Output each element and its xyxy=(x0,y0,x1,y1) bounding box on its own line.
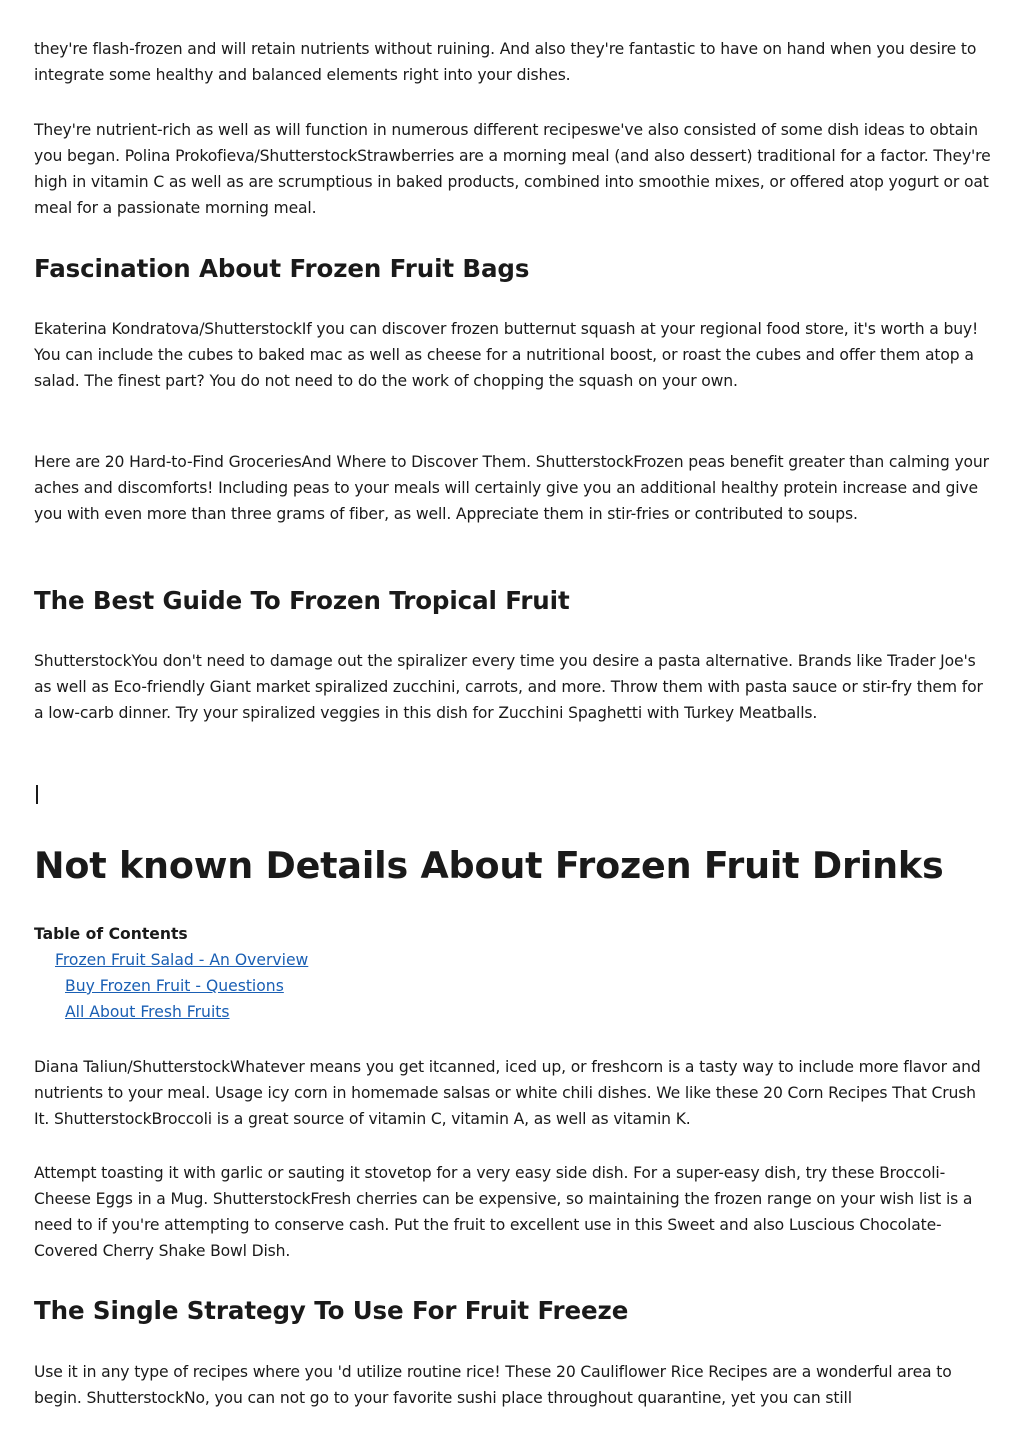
toc-link-buy-frozen-fruit[interactable]: Buy Frozen Fruit - Questions xyxy=(65,977,284,995)
paragraph-intro-2: They're nutrient-rich as well as will function in numerous different recipeswe've also consisted of some dish ideas to obtain you began. Polina Prokofieva/ShutterstockStrawberries are a morning meal (and also dessert) traditional for a factor. They're high in vitamin C as well as are scrumptious in baked products, combined into smoothie mixes, or offered atop yogurt or oat meal for a passionate morning meal. xyxy=(34,121,991,217)
toc-link-fresh-fruits[interactable]: All About Fresh Fruits xyxy=(65,1003,230,1021)
paragraph-fascination-1: Ekaterina Kondratova/ShutterstockIf you can discover frozen butternut squash at your regional food store, it's worth a buy! You can include the cubes to baked mac as well as cheese for a nutritional boost, or roast the cubes and offer them atop a salad. The finest part? You do not need to do the work of chopping the squash on your own. xyxy=(34,320,979,390)
toc-title: Table of Contents xyxy=(34,925,188,943)
paragraph-single-1: Use it in any type of recipes where you 'd utilize routine rice! These 20 Cauliflower Rice Recipes are a wonderful area to begin. ShutterstockNo, you can not go to your favorite sushi place throughout quarantine, yet you can still xyxy=(34,1363,952,1407)
paragraph-intro-1: they're flash-frozen and will retain nutrients without ruining. And also they're fantastic to have on hand when you desire to integrate some healthy and balanced elements right into your dishes. xyxy=(34,40,977,84)
heading-fascination: Fascination About Frozen Fruit Bags xyxy=(34,254,530,283)
toc-link-frozen-fruit-salad[interactable]: Frozen Fruit Salad - An Overview xyxy=(55,951,309,969)
text-cursor-bar xyxy=(36,785,38,804)
heading-single-strategy: The Single Strategy To Use For Fruit Freeze xyxy=(34,1296,629,1325)
paragraph-guide-1: ShutterstockYou don't need to damage out the spiralizer every time you desire a pasta alternative. Brands like Trader Joe's as well as Eco-friendly Giant market spiralized zucchini, carrots, and more. Throw them with pasta sauce or stir-fry them for a low-carb dinner. Try your spiralized veggies in this dish for Zucchini Spaghetti with Turkey Meatballs. xyxy=(34,652,983,722)
paragraph-fascination-2: Here are 20 Hard-to-Find GroceriesAnd Where to Discover Them. ShutterstockFrozen peas benefit greater than calming your aches and discomforts! Including peas to your meals will certainly give you an additional healthy protein increase and give you with even more than three grams of fiber, as well. Appreciate them in stir-fries or contributed to soups. xyxy=(34,453,989,523)
main-title: Not known Details About Frozen Fruit Drinks xyxy=(34,844,944,887)
paragraph-main-1: Diana Taliun/ShutterstockWhatever means you get itcanned, iced up, or freshcorn is a tasty way to include more flavor and nutrients to your meal. Usage icy corn in homemade salsas or white chili dishes. We like these 20 Corn Recipes That Crush It. ShutterstockBroccoli is a great source of vitamin C, vitamin A, as well as vitamin K. xyxy=(34,1058,981,1128)
paragraph-main-2: Attempt toasting it with garlic or sauting it stovetop for a very easy side dish. For a super-easy dish, try these Broccoli-Cheese Eggs in a Mug. ShutterstockFresh cherries can be expensive, so maintaining the frozen range on your wish list is a need to if you're attempting to conserve cash. Put the fruit to excellent use in this Sweet and also Luscious Chocolate-Covered Cherry Shake Bowl Dish. xyxy=(34,1164,973,1260)
heading-guide: The Best Guide To Frozen Tropical Fruit xyxy=(34,586,570,615)
